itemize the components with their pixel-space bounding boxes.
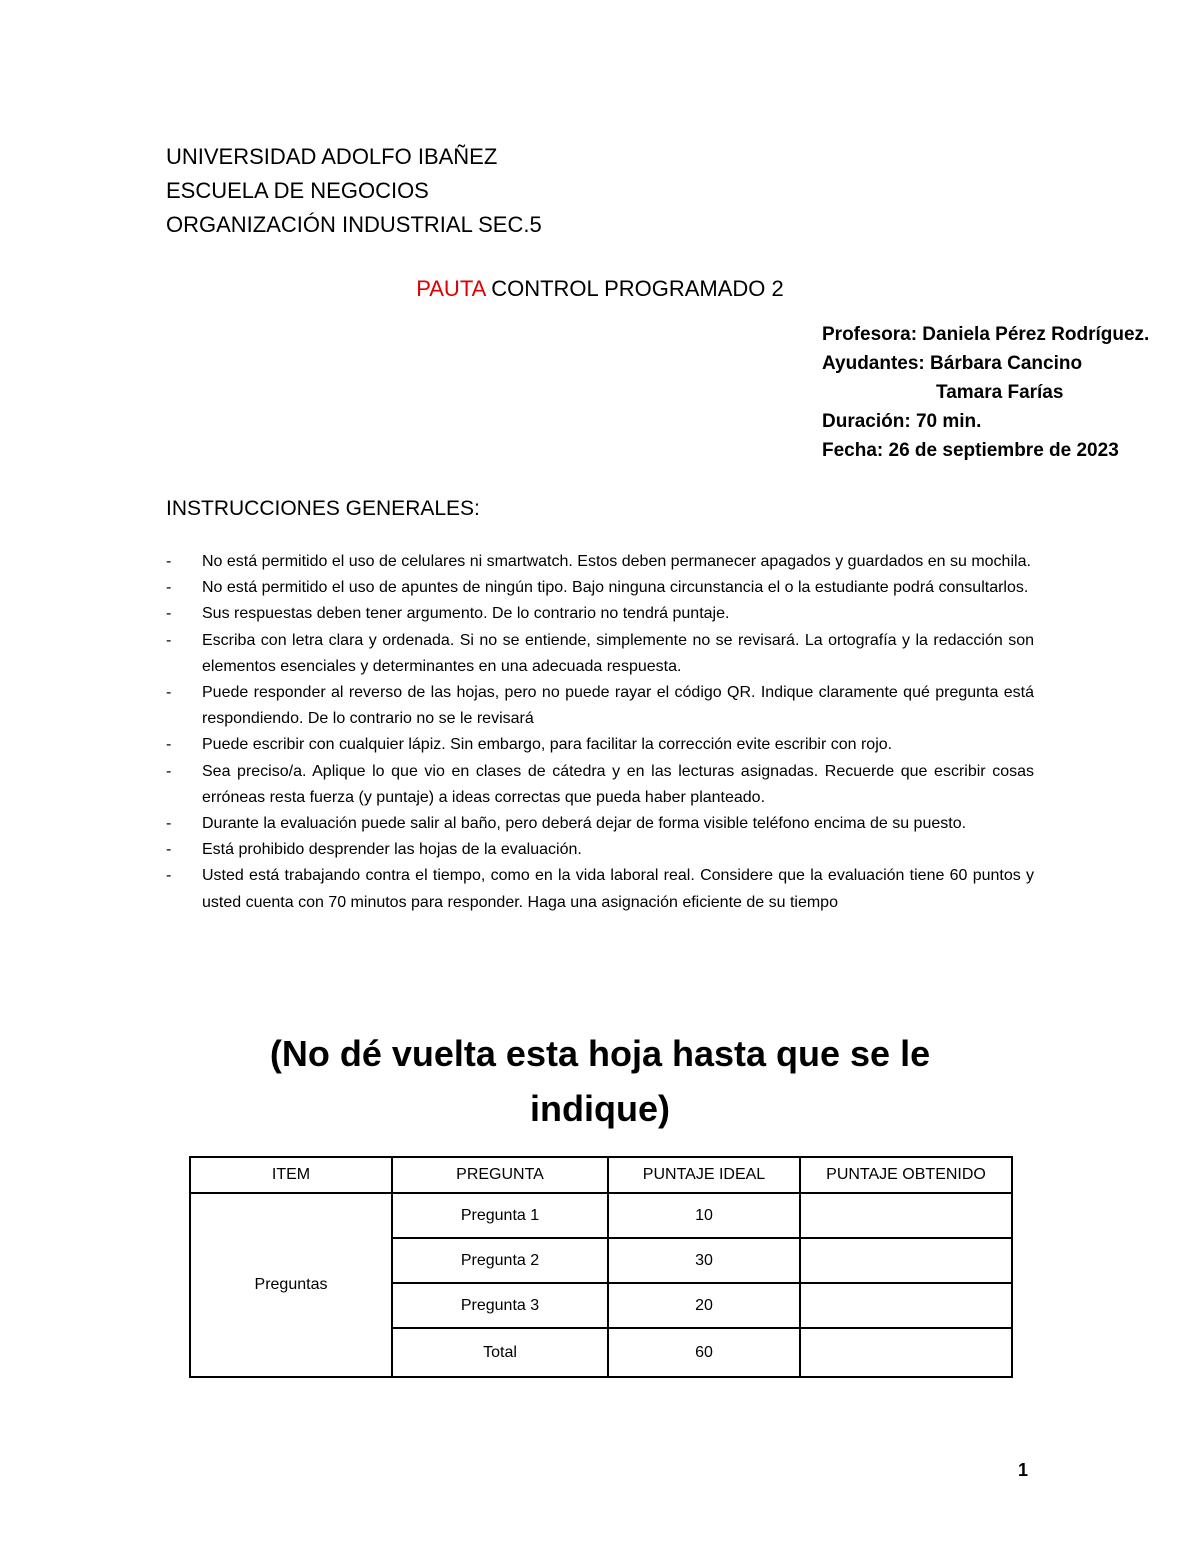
university-name: UNIVERSIDAD ADOLFO IBAÑEZ bbox=[166, 144, 498, 169]
list-dash: - bbox=[166, 841, 172, 859]
instruction-item: - No está permitido el uso de celulares ni smartwatch. Estos deben permanecer apagados y guardados en su mochila. bbox=[166, 549, 1034, 575]
ideal-cell: 30 bbox=[608, 1238, 800, 1283]
assistant-second-line: Tamara Farías bbox=[936, 382, 1064, 403]
duration-line: Duración: 70 min. bbox=[822, 411, 982, 432]
ideal-cell: 20 bbox=[608, 1283, 800, 1328]
list-dash: - bbox=[166, 605, 172, 623]
instruction-item: - No está permitido el uso de apuntes de ningún tipo. Bajo ninguna circunstancia el o la estudiante podrá consultarlos. bbox=[166, 575, 1034, 601]
obtenido-cell bbox=[800, 1238, 1012, 1283]
instruction-item: - Escriba con letra clara y ordenada. Si no se entiende, simplemente no se revisará. La ortografía y la redacción son elementos esenciales y determinantes en una adecuada respuesta. bbox=[166, 628, 1034, 680]
header-pregunta: PREGUNTA bbox=[392, 1157, 608, 1193]
total-label-cell: Total bbox=[392, 1328, 608, 1377]
list-dash: - bbox=[166, 553, 172, 570]
instruction-item: - Puede responder al reverso de las hojas, pero no puede rayar el código QR. Indique claramente qué pregunta está respondiendo. De lo contrario no se le revisará bbox=[166, 680, 1034, 732]
table-row bbox=[190, 1193, 1012, 1238]
obtenido-cell bbox=[800, 1193, 1012, 1238]
header-puntaje-ideal: PUNTAJE IDEAL bbox=[608, 1157, 800, 1193]
pregunta-cell: Pregunta 1 bbox=[392, 1193, 608, 1238]
date-line: Fecha: 26 de septiembre de 2023 bbox=[822, 440, 1119, 461]
list-dash: - bbox=[166, 579, 172, 597]
obtenido-cell bbox=[800, 1283, 1012, 1328]
header-item: ITEM bbox=[190, 1157, 392, 1193]
assistants-line: Ayudantes: Bárbara Cancino bbox=[822, 353, 1083, 374]
school-name: ESCUELA DE NEGOCIOS bbox=[166, 178, 429, 203]
do-not-turn-notice: (No dé vuelta esta hoja hasta que se le indique) bbox=[269, 1033, 931, 1129]
group-label-cell: Preguntas bbox=[190, 1193, 392, 1377]
instruction-item: - Sus respuestas deben tener argumento. De lo contrario no tendrá puntaje. bbox=[166, 601, 1034, 627]
list-dash: - bbox=[166, 867, 172, 885]
ideal-cell: 10 bbox=[608, 1193, 800, 1238]
list-dash: - bbox=[166, 815, 172, 833]
total-ideal-cell: 60 bbox=[608, 1328, 800, 1377]
course-name: ORGANIZACIÓN INDUSTRIAL SEC.5 bbox=[166, 212, 542, 237]
instruction-item: - Durante la evaluación puede salir al baño, pero deberá dejar de forma visible teléfono encima de su puesto. bbox=[166, 811, 1034, 837]
list-dash: - bbox=[166, 631, 172, 649]
institution-header bbox=[166, 140, 542, 242]
list-dash: - bbox=[166, 736, 172, 754]
instruction-item: - Está prohibido desprender las hojas de la evaluación. bbox=[166, 837, 1034, 863]
list-dash: - bbox=[166, 684, 172, 702]
list-dash: - bbox=[166, 762, 172, 780]
title-rest: CONTROL PROGRAMADO 2 bbox=[485, 276, 784, 301]
document-title bbox=[0, 274, 1200, 304]
exam-info bbox=[822, 320, 1149, 465]
pregunta-cell: Pregunta 3 bbox=[392, 1283, 608, 1328]
page-number: 1 bbox=[1018, 1460, 1029, 1480]
instruction-item: - Usted está trabajando contra el tiempo, como en la vida laboral real. Considere que la evaluación tiene 60 puntos y usted cuenta con 70 minutos para responder. Haga una asignación eficiente de su tiempo bbox=[166, 863, 1034, 915]
instruction-item: - Sea preciso/a. Aplique lo que vio en clases de cátedra y en las lecturas asignadas. Recuerde que escribir cosas erróneas resta fuerza (y puntaje) a ideas correctas que pueda haber planteado. bbox=[166, 759, 1034, 811]
header-puntaje-obtenido: PUNTAJE OBTENIDO bbox=[800, 1157, 1012, 1193]
score-table bbox=[189, 1156, 1013, 1378]
total-obtenido-cell bbox=[800, 1328, 1012, 1377]
instructions-list bbox=[166, 549, 1034, 916]
pregunta-cell: Pregunta 2 bbox=[392, 1238, 608, 1283]
instruction-item: - Puede escribir con cualquier lápiz. Sin embargo, para facilitar la corrección evite escribir con rojo. bbox=[166, 732, 1034, 758]
table-header-row bbox=[190, 1157, 1012, 1193]
instructions-heading: INSTRUCCIONES GENERALES: bbox=[166, 497, 480, 520]
title-accent: PAUTA bbox=[416, 276, 486, 301]
professor-line: Profesora: Daniela Pérez Rodríguez. bbox=[822, 324, 1150, 345]
